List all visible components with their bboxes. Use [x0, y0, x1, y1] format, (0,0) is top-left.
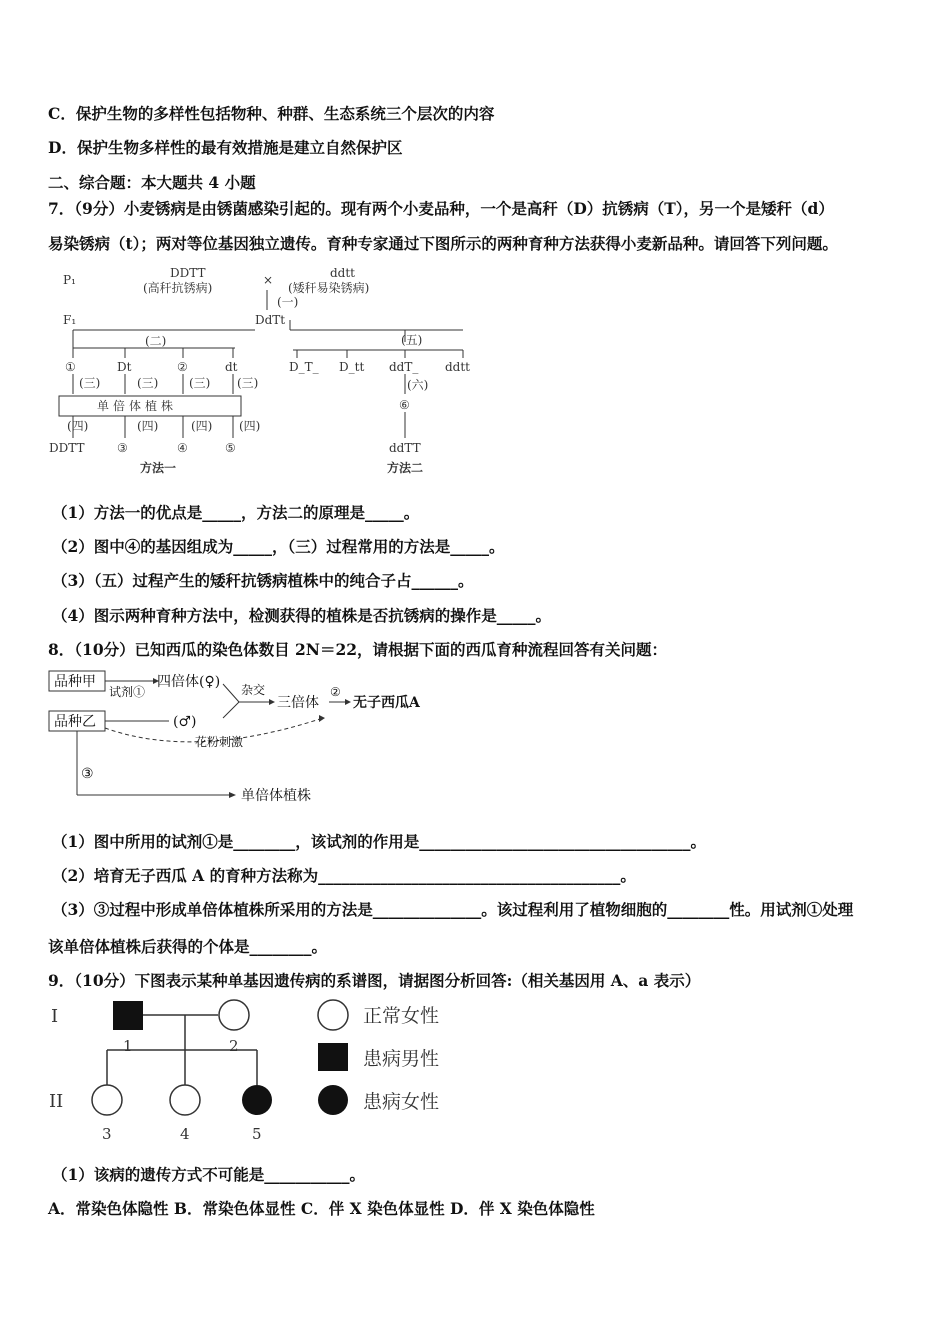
id-3: 3	[102, 1125, 112, 1143]
q7-answer-1: （1）方法一的优点是_____，方法二的原理是_____。	[52, 503, 420, 522]
result-2: ③	[117, 441, 128, 455]
step-4-c: (四)	[191, 419, 213, 433]
q7-stem-1: 7．（9分）小麦锈病是由锈菌感染引起的。现有两个小麦品种，一个是高秆（D）抗锈病（T），另一个是矮秆（d）	[48, 199, 834, 218]
normal-female-4	[170, 1085, 200, 1115]
section-title: 二、综合题：本大题共 4 小题	[48, 173, 256, 192]
normal-female-3	[92, 1085, 122, 1115]
f2-1: D_T_	[289, 360, 319, 374]
parent2-genotype: ddtt	[330, 266, 356, 280]
step-3-label: ③	[81, 766, 94, 782]
variety-b-label: 品种乙	[54, 714, 96, 730]
f2-4: ddtt	[445, 360, 471, 374]
step-1: (一)	[277, 295, 299, 309]
result-3: ④	[177, 441, 188, 455]
step-3-d: (三)	[237, 376, 259, 390]
step-5: (五)	[401, 333, 423, 347]
step-4-d: (四)	[239, 419, 261, 433]
q7-answer-4: （4）图示两种育种方法中，检测获得的植株是否抗锈病的操作是_____。	[52, 606, 552, 625]
q7-stem-2: 易染锈病（t）；两对等位基因独立遗传。育种专家通过下图所示的两种育种方法获得小麦新品种。请回答下列问题。	[48, 234, 838, 253]
pollen-label: 花粉刺激	[195, 735, 244, 749]
legend-normal-female-icon	[318, 1000, 348, 1030]
normal-female-2	[219, 1000, 249, 1030]
parent2-desc: (矮秆易染锈病)	[288, 281, 370, 295]
triploid-label: 三倍体	[277, 695, 319, 711]
method-1-label: 方法一	[140, 461, 177, 475]
affected-male-1	[113, 1001, 143, 1030]
option-c: C．保护生物的多样性包括物种、种群、生态系统三个层次的内容	[48, 104, 495, 123]
q8-answer-2: （2）培育无子西瓜 A 的育种方法称为_______________________________________。	[52, 866, 636, 885]
watermelon-diagram	[45, 668, 445, 810]
id-1: 1	[123, 1037, 133, 1055]
breeding-diagram	[45, 262, 495, 482]
step-4-a: (四)	[67, 419, 89, 433]
legend-normal-female: 正常女性	[363, 1005, 440, 1027]
legend-affected-female-icon	[318, 1085, 348, 1115]
cross-symbol: ×	[263, 273, 274, 287]
seedless-label: 无子西瓜A	[353, 695, 420, 711]
q9-stem: 9．（10分）下图表示某种单基因遗传病的系谱图，请据图分析回答:（相关基因用 A、a 表示）	[48, 971, 701, 990]
gamete-4: dt	[225, 360, 238, 374]
f1-label: F₁	[63, 313, 77, 327]
pedigree-chart	[45, 995, 465, 1145]
f2-3: ddT_	[389, 360, 419, 374]
haploid-box-label: 单倍体植株	[97, 399, 178, 413]
haploid-label: 单倍体植株	[241, 788, 311, 804]
q8-answer-3: （3）③过程中形成单倍体植株所采用的方法是______________。该过程利用了植物细胞的________性。用试剂①处理	[52, 900, 854, 919]
legend-affected-male: 患病男性	[363, 1048, 440, 1070]
parent1-desc: (高秆抗锈病)	[143, 281, 213, 295]
legend-affected-female: 患病女性	[363, 1091, 440, 1113]
q9-answer-1: （1）该病的遗传方式不可能是___________。	[52, 1165, 366, 1184]
q8-stem: 8．（10分）已知西瓜的染色体数目 2N＝22，请根据下面的西瓜育种流程回答有关问题：	[48, 640, 668, 659]
tetraploid-label: 四倍体(♀)	[157, 674, 221, 690]
reagent-label: 试剂①	[109, 685, 146, 699]
q7-answer-3: （3）（五）过程产生的矮秆抗锈病植株中的纯合子占______。	[52, 571, 474, 590]
affected-female-5	[242, 1085, 272, 1115]
step-3-b: (三)	[137, 376, 159, 390]
q9-options: A．常染色体隐性 B．常染色体显性 C．伴 X 染色体显性 D．伴 X 染色体隐性	[48, 1199, 595, 1218]
generation-1: I	[51, 1006, 59, 1027]
id-5: 5	[252, 1125, 262, 1143]
id-4: 4	[180, 1125, 190, 1143]
final-genotype: ddTT	[389, 441, 421, 455]
generation-2: II	[49, 1091, 64, 1112]
q7-answer-2: （2）图中④的基因组成为_____，（三）过程常用的方法是_____。	[52, 537, 505, 556]
p-label: P₁	[63, 273, 76, 287]
q8-answer-1: （1）图中所用的试剂①是________，该试剂的作用是___________________________________。	[52, 832, 707, 851]
step-4-b: (四)	[137, 419, 159, 433]
step-2-label: ②	[330, 685, 341, 699]
q8-answer-3b: 该单倍体植株后获得的个体是________。	[48, 937, 328, 956]
f1-genotype: DdTt	[255, 313, 286, 327]
option-d: D．保护生物多样性的最有效措施是建立自然保护区	[48, 138, 403, 157]
step-6: (六)	[407, 378, 429, 392]
result-4: ⑤	[225, 441, 236, 455]
gamete-3: ②	[177, 360, 188, 374]
id-2: 2	[229, 1037, 239, 1055]
step-3-a: (三)	[79, 376, 101, 390]
gamete-2: Dt	[117, 360, 132, 374]
result-1: DDTT	[49, 441, 85, 455]
parent1-genotype: DDTT	[170, 266, 206, 280]
variety-a-label: 品种甲	[54, 674, 96, 690]
f2-2: D_tt	[339, 360, 365, 374]
cross-label: 杂交	[241, 683, 266, 697]
male-label: (♂)	[173, 714, 197, 730]
step-3-c: (三)	[189, 376, 211, 390]
method-2-label: 方法二	[387, 461, 424, 475]
gamete-1: ①	[65, 360, 76, 374]
six-label: ⑥	[399, 398, 410, 412]
legend-affected-male-icon	[318, 1043, 348, 1071]
step-2: (二)	[145, 334, 167, 348]
